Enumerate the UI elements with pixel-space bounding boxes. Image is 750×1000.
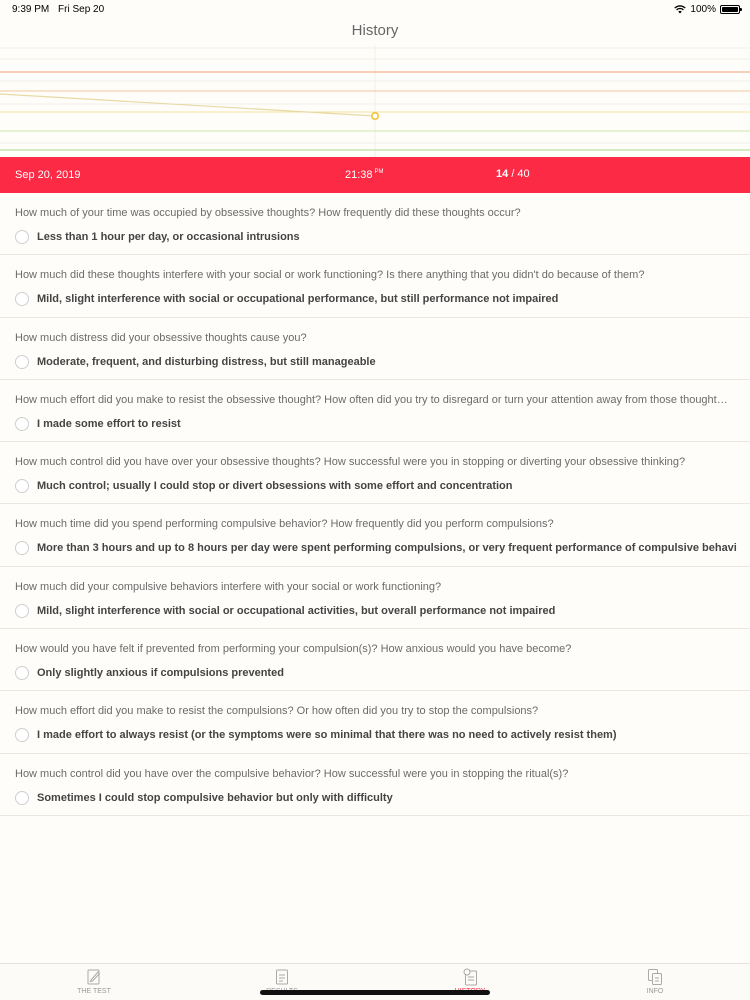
status-time: 9:39 PM	[12, 4, 50, 15]
pencil-doc-icon	[86, 968, 102, 986]
list-item[interactable]	[0, 504, 750, 566]
radio-button[interactable]	[15, 604, 29, 618]
list-item[interactable]	[0, 318, 750, 380]
wifi-icon	[674, 5, 686, 14]
radio-button[interactable]	[15, 541, 29, 555]
answer-text: I made some effort to resist	[37, 417, 181, 430]
status-date: Fri Sep 20	[58, 4, 105, 15]
question-text: How much did your compulsive behaviors interfere with your social or work functioning?	[15, 580, 442, 593]
list-item[interactable]	[0, 442, 750, 504]
answer-text: Sometimes I could stop compulsive behavior but only with difficulty	[37, 791, 393, 804]
battery-icon	[720, 5, 740, 14]
result-score	[496, 168, 530, 180]
question-text: How much of your time was occupied by obsessive thoughts? How frequently did these thoughts occur?	[15, 207, 521, 219]
answer-text: I made effort to always resist (or the symptoms were so minimal that there was no need to actively resist them)	[37, 729, 617, 742]
tab-label: INFO	[646, 988, 664, 995]
question-text: How much distress did your obsessive thoughts cause you?	[15, 331, 307, 344]
result-time	[345, 169, 384, 181]
tab-the-test[interactable]	[34, 968, 154, 995]
question-text: How much control did you have over the compulsive behavior? How successful were you in stopping the ritual(s)?	[15, 767, 569, 780]
answer-text: More than 3 hours and up to 8 hours per day were spent performing compulsions, or very frequent performance of compulsive behavi	[37, 542, 737, 555]
series-line	[0, 94, 375, 116]
result-time-suffix: PM	[374, 169, 384, 176]
home-indicator[interactable]	[260, 990, 490, 995]
question-text: How much control did you have over your obsessive thoughts? How successful were you in stopping or diverting your obsessive thinking?	[15, 456, 686, 469]
data-point[interactable]	[372, 113, 378, 119]
tab-label: THE TEST	[77, 988, 111, 995]
list-item[interactable]	[0, 193, 750, 255]
result-score-value: 14	[496, 168, 509, 180]
tab-info[interactable]	[595, 968, 715, 995]
history-doc-icon	[462, 968, 478, 986]
answer-text: Only slightly anxious if compulsions prevented	[37, 667, 284, 680]
doc-icon	[274, 968, 290, 986]
question-text: How much effort did you make to resist the compulsions? Or how often did you try to stop the compulsions?	[15, 705, 539, 718]
radio-button[interactable]	[15, 666, 29, 680]
answer-text: Mild, slight interference with social or occupational performance, but still performance not impaired	[37, 293, 559, 306]
radio-button[interactable]	[15, 355, 29, 369]
radio-button[interactable]	[15, 791, 29, 805]
question-text: How would you have felt if prevented from performing your compulsion(s)? How anxious would you have become?	[15, 643, 572, 656]
chart-grid	[0, 46, 750, 157]
answer-text: Much control; usually I could stop or divert obsessions with some effort and concentration	[37, 480, 513, 493]
result-date: Sep 20, 2019	[15, 169, 81, 181]
status-bar	[0, 0, 750, 20]
list-item[interactable]	[0, 754, 750, 816]
answers-list[interactable]	[0, 193, 750, 816]
radio-button[interactable]	[15, 292, 29, 306]
list-item[interactable]	[0, 255, 750, 317]
question-text: How much effort did you make to resist the obsessive thought? How often did you try to disregard or turn your attention away from those thought…	[15, 393, 728, 406]
result-time-value: 21:38	[345, 169, 373, 181]
battery-percent: 100%	[690, 4, 716, 15]
result-score-total: / 40	[511, 168, 530, 180]
list-item[interactable]	[0, 380, 750, 442]
question-text: How much did these thoughts interfere with your social or work functioning? Is there anything that you didn't do because of them?	[15, 269, 645, 282]
info-doc-icon	[647, 968, 663, 986]
list-item[interactable]	[0, 629, 750, 691]
radio-button[interactable]	[15, 417, 29, 431]
answer-text: Less than 1 hour per day, or occasional intrusions	[37, 231, 300, 243]
question-text: How much time did you spend performing compulsive behavior? How frequently did you perform compulsions?	[15, 518, 554, 531]
radio-button[interactable]	[15, 230, 29, 244]
answer-text: Mild, slight interference with social or occupational activities, but overall performance not impaired	[37, 604, 556, 617]
radio-button[interactable]	[15, 728, 29, 742]
page-title: History	[351, 22, 399, 39]
list-item[interactable]	[0, 567, 750, 629]
history-chart[interactable]	[0, 46, 750, 157]
answer-text: Moderate, frequent, and disturbing distress, but still manageable	[37, 355, 376, 368]
radio-button[interactable]	[15, 479, 29, 493]
selected-result-bar[interactable]	[0, 157, 750, 193]
list-item[interactable]	[0, 691, 750, 753]
